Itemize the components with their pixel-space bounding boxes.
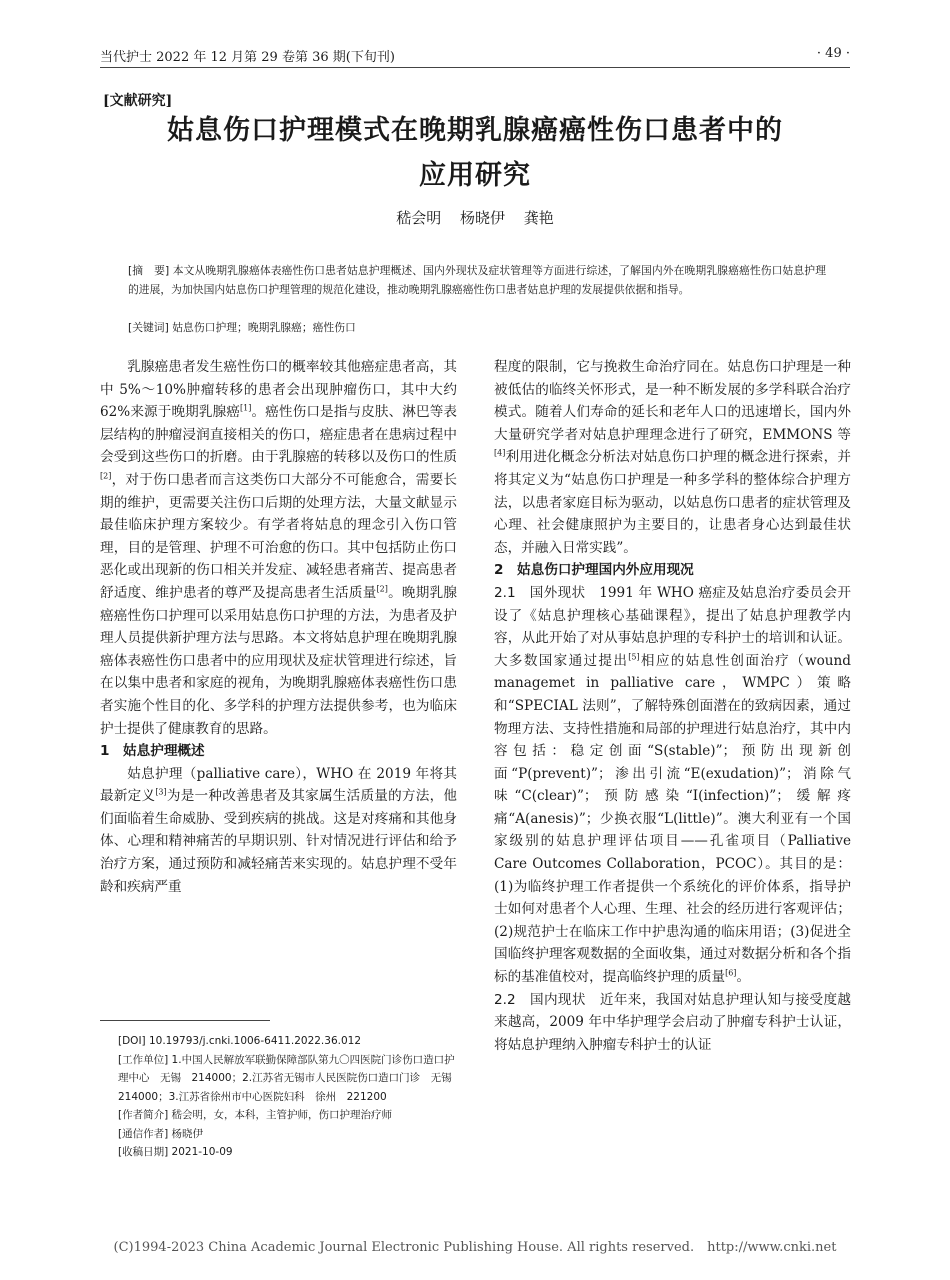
article-title: [60, 108, 890, 198]
title-line-1: 姑息伤口护理模式在晚期乳腺癌癌性伤口患者中的: [167, 115, 783, 146]
footnotes: [118, 1032, 463, 1162]
section-heading-2: 2 姑息伤口护理国内外应用现况: [494, 562, 694, 579]
article-category: [文献研究]: [103, 93, 173, 109]
footnote-contact: [通信作者] 杨晓伊: [118, 1127, 204, 1140]
keywords: [128, 318, 826, 337]
subsection-heading-2-1: 2.1 国外现状: [494, 584, 586, 601]
copyright-notice: (C)1994-2023 China Academic Journal Electronic Publishing House. All rights reserved. http://www.cnki.net: [113, 1240, 837, 1255]
right-column: 程度的限制，它与挽救生命治疗同在。姑息伤口护理是一种被低估的临终关怀形式，是一种不断发展的多学科联合治疗模式。随着人们寿命的延长和老年人口的迅速增长，国内外大量研究学者对姑息护理理念进行了研究，EMMONS 等[4]利用进化概念分析法对姑息伤口护理的概念进行探索，并将其定义为“姑息伤口护理是一种多学科的整体综合护理方法，以患者家庭目标为驱动，以姑息伤口患者的症状管理及心理、社会健康照护为主要目的，让患者身心达到最佳状态，并融入日常实践”。 2 姑息伤口护理国内外应用现况 2.1 国外现状 1991 年 WHO 癌症及姑息治疗委员会开设了《姑息护理核心基础课程》，提出了姑息护理教学内容，从此开始了对从事姑息护理的专科护士的培训和认证。大多数国家通过提出[5]相应的姑息性创面治疗（wound managemet in palliative care，WMPC）策略和“SPECIAL 法则”，了解特殊创面潜在的致病因素，通过物理方法、支持性措施和局部的护理进行姑息治疗，其中内容包括：稳定创面“S(stable)”；预防出现新创面“P(prevent)”；渗出引流“E(exudation)”；消除气味“C(clear)”；预防感染“I(infection)”；缓解疼痛“A(anesis)”；少换衣服“L(little)”。澳大利亚有一个国家级别的姑息护理评估项目——孔雀项目（Palliative Care Outcomes Collaboration，PCOC）。其目的是：(1)为临终护理工作者提供一个系统化的评价体系，指导护士如何对患者个人心理、生理、社会的经历进行客观评估；(2)规范护士在临床工作中护患沟通的临床用语；(3)促进全国临终护理客观数据的全面收集，通过对数据分析和各个指标的基准值校对，提高临终护理的质量[6]。 2.2 国内现状 近年来，我国对姑息护理认知与接受度越来越高，2009 年中华护理学会启动了肿瘤专科护士认证，将姑息护理纳入肿瘤专科护士的认证: [494, 356, 851, 1056]
citation: [2]: [100, 471, 112, 481]
keywords-text: 姑息伤口护理；晚期乳腺癌；癌性伤口: [172, 321, 356, 334]
abstract: [128, 261, 826, 299]
author-list: 嵇会明 杨晓伊 龚艳: [396, 209, 554, 227]
intro-paragraph: 乳腺癌患者发生癌性伤口的概率较其他癌症患者高，其中 5%～10%肿瘤转移的患者会出现肿瘤伤口，其中大约 62%来源于晚期乳腺癌[1]。癌性伤口是指与皮肤、淋巴等表层结构的肿瘤浸润直接相关的伤口，癌症患者在患病过程中会受到这些伤口的折磨。由于乳腺癌的转移以及伤口的性质[2]，对于伤口患者而言这类伤口大部分不可能愈合，需要长期的维护，更需要关注伤口后期的处理方法，大量文献显示最佳临床护理方案较少。有学者将姑息的理念引入伤口管理，目的是管理、护理不可治愈的伤口。其中包括防止伤口恶化或出现新的伤口相关并发症、减轻患者痛苦、提高患者舒适度、维护患者的尊严及提高患者生活质量[2]。晚期乳腺癌癌性伤口护理可以采用姑息伤口护理的方法，为患者及护理人员提供新护理方法与思路。本文将姑息护理在晚期乳腺癌体表癌性伤口患者中的应用现状及症状管理进行综述，旨在以集中患者和家庭的视角，为晚期乳腺癌体表癌性伤口患者实施个性目的化、多学科的护理方法提供参考，也为临床护士提供了健康教育的思路。: [100, 359, 458, 737]
journal-header: 当代护士 2022 年 12 月第 29 卷第 36 期(下旬刊): [100, 50, 395, 65]
continued-paragraph: 程度的限制，它与挽救生命治疗同在。姑息伤口护理是一种被低估的临终关怀形式，是一种不断发展的多学科联合治疗模式。随着人们寿命的延长和老年人口的迅速增长，国内外大量研究学者对姑息护理理念进行了研究，EMMONS 等[4]利用进化概念分析法对姑息伤口护理的概念进行探索，并将其定义为“姑息伤口护理是一种多学科的整体综合护理方法，以患者家庭目标为驱动，以姑息伤口患者的症状管理及心理、社会健康照护为主要目的，让患者身心达到最佳状态，并融入日常实践”。: [494, 359, 851, 556]
footnote-unit: [工作单位] 1.中国人民解放军联勤保障部队第九〇四医院门诊伤口造口护理中心 无锡 214000；2.江苏省无锡市人民医院伤口造口门诊 无锡 214000；3.江苏省徐州市中心医院妇科 徐州 221200: [118, 1053, 463, 1103]
subsection-heading-2-2: 2.2 国内现状: [494, 991, 586, 1008]
header-divider: [100, 67, 850, 68]
left-column: [100, 356, 457, 898]
abstract-label: [摘 要]: [128, 264, 170, 277]
footnote-doi: [DOI] 10.19793/j.cnki.1006-6411.2022.36.012: [118, 1035, 362, 1047]
citation: [3]: [155, 787, 167, 797]
citation: [6]: [725, 968, 737, 978]
title-line-2: 应用研究: [419, 160, 531, 191]
keywords-label: [关键词]: [128, 321, 169, 334]
citation: [4]: [494, 448, 506, 458]
citation: [5]: [628, 652, 640, 662]
page-number: · 49 ·: [816, 46, 850, 61]
section-1-paragraph: 姑息护理（palliative care），WHO 在 2019 年将其最新定义[3]为是一种改善患者及其家属生活质量的方法，他们面临着生命威胁、受到疾病的挑战。这是对疼痛和其他身体、心理和精神痛苦的早期识别、针对情况进行评估和给予治疗方案，通过预防和减轻痛苦来实现的。姑息护理不受年龄和疾病严重: [100, 765, 458, 895]
citation: [1]: [240, 403, 252, 413]
abstract-text: 本文从晚期乳腺癌体表癌性伤口患者姑息护理概述、国内外现状及症状管理等方面进行综述，了解国内外在晚期乳腺癌癌性伤口姑息护理的进展，为加快国内姑息伤口护理管理的规范化建设，推动晚期乳腺癌癌性伤口患者姑息护理的发展提供依据和指导。: [128, 264, 826, 296]
citation: [2]: [376, 584, 388, 594]
footnote-author: [作者简介] 嵇会明，女，本科，主管护师，伤口护理治疗师: [118, 1109, 393, 1121]
section-heading-1: 1 姑息护理概述: [100, 743, 205, 760]
footnote-date: [收稿日期] 2021-10-09: [118, 1146, 233, 1158]
footnote-divider: [100, 1020, 270, 1021]
